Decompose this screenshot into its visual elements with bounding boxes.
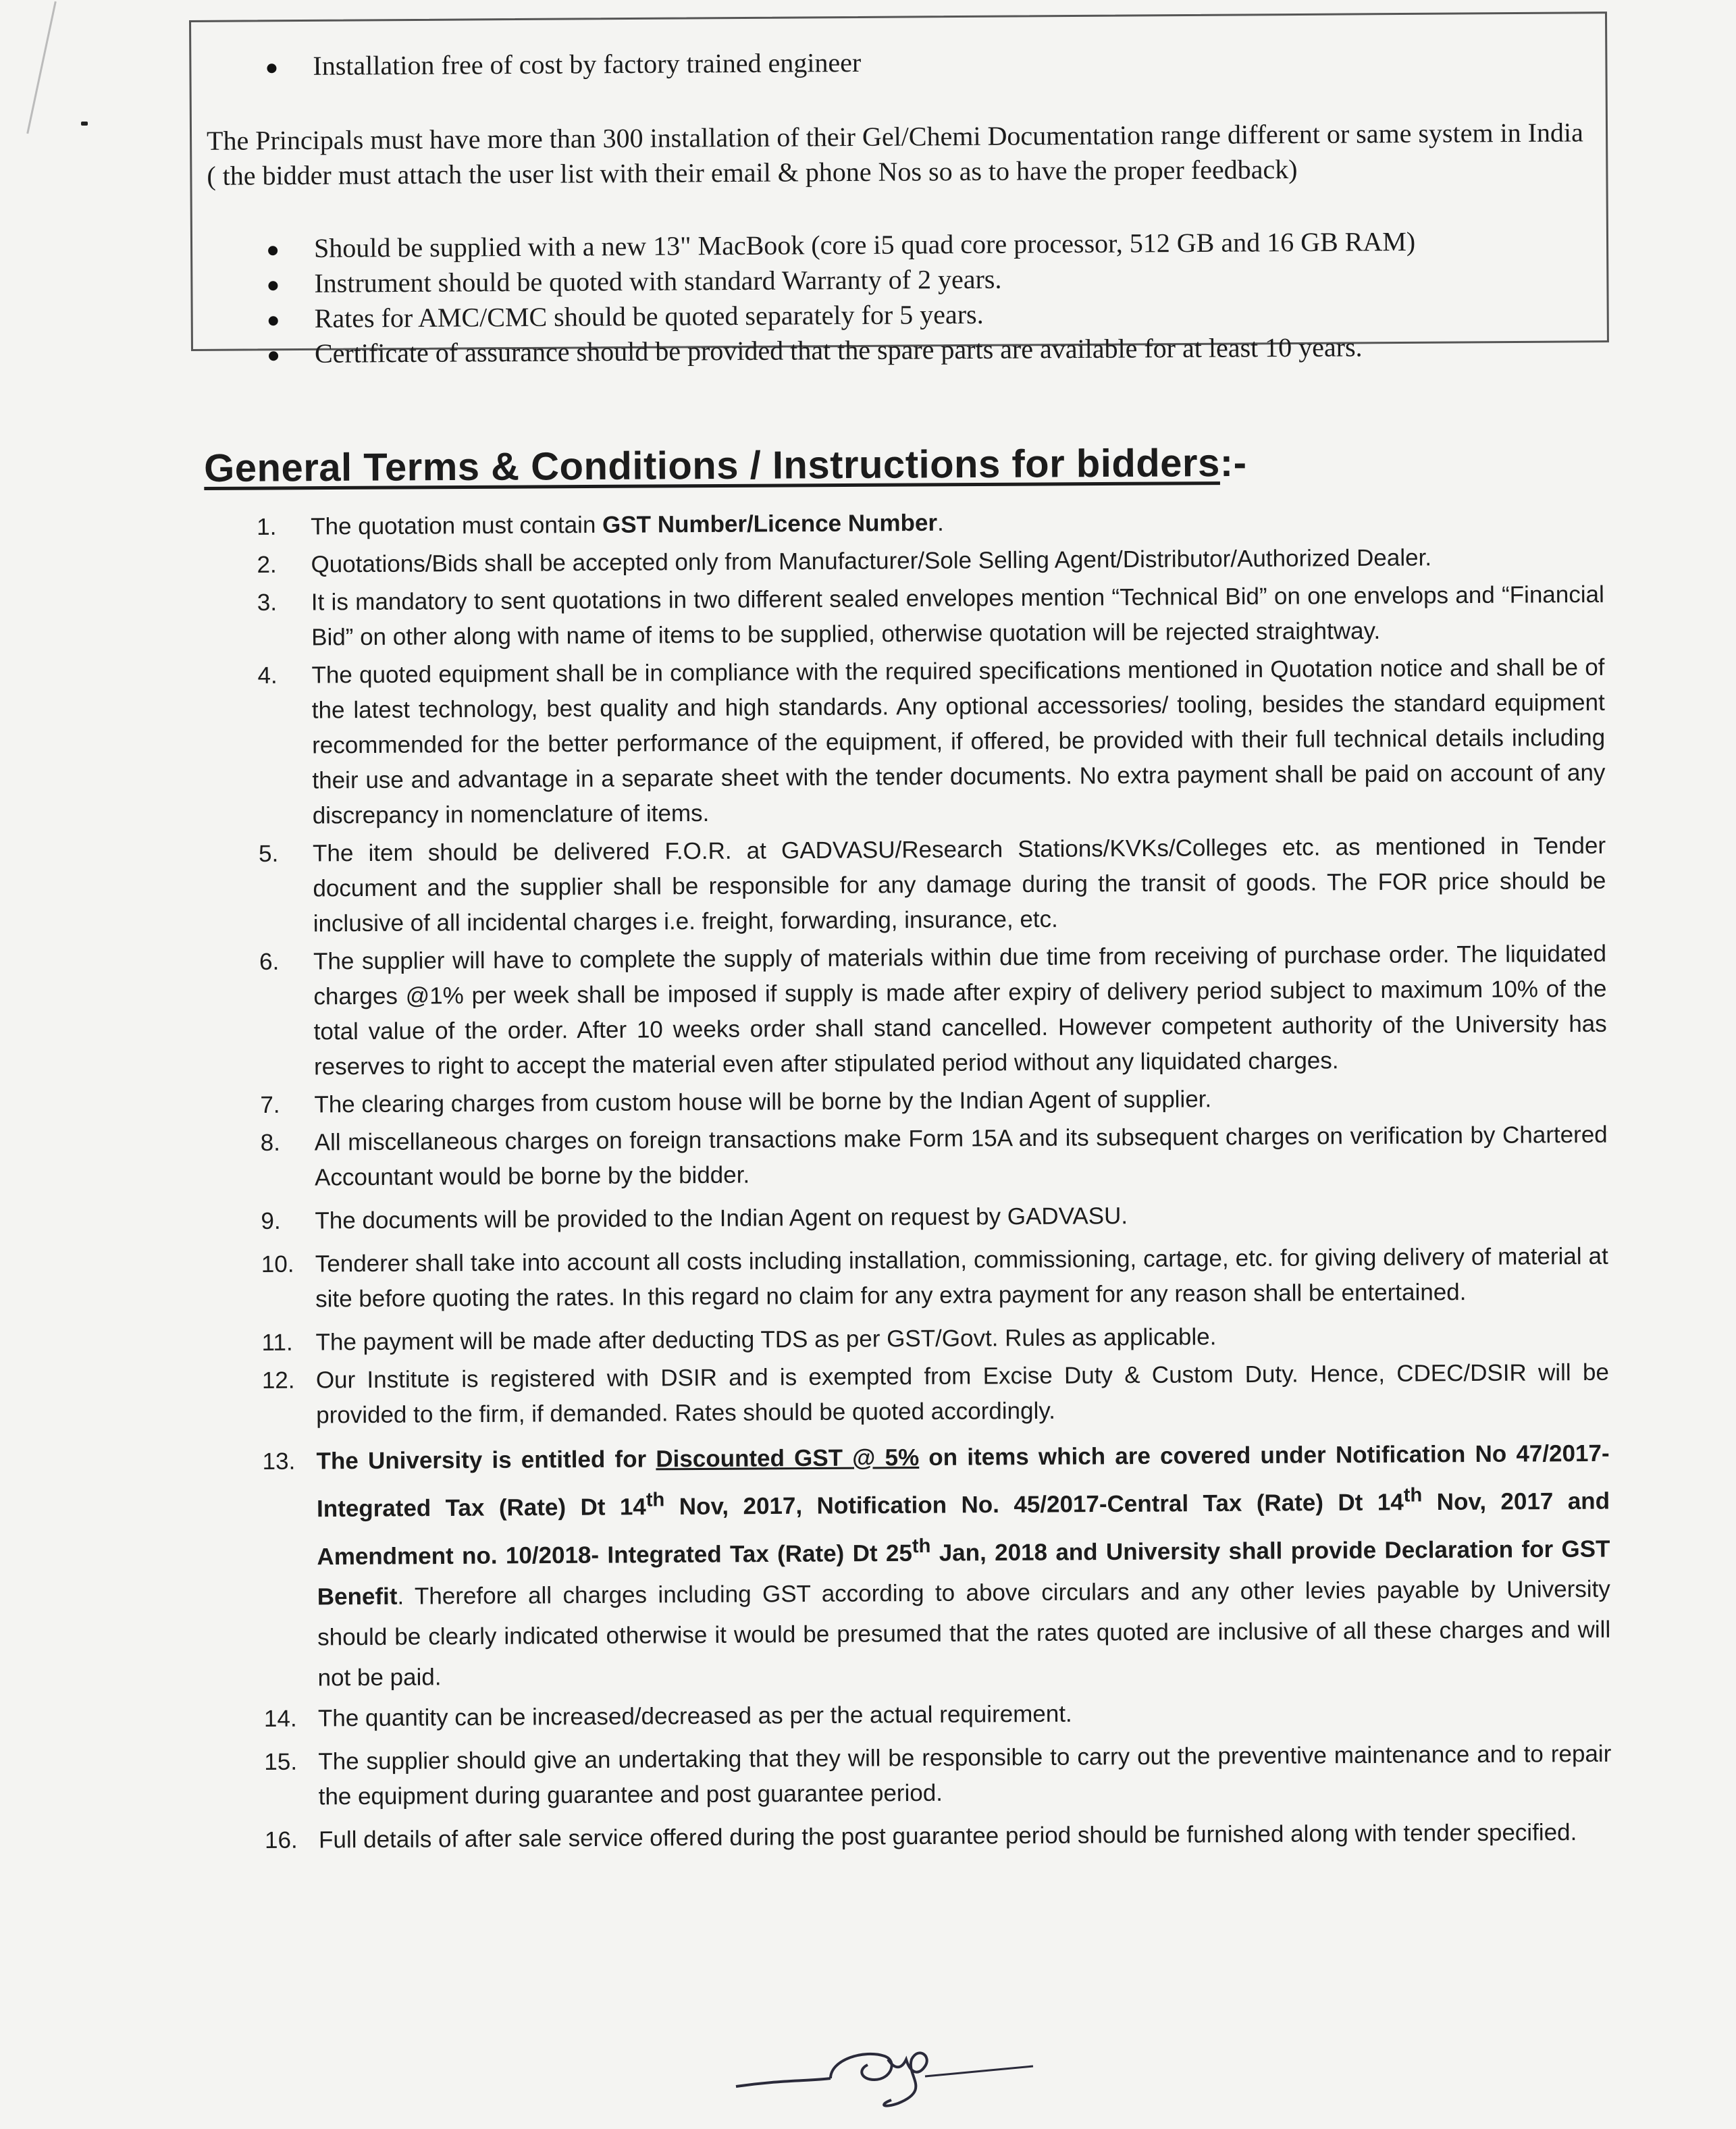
term-number: 15. — [264, 1748, 298, 1776]
term-item-2 — [257, 540, 1604, 583]
term-text: The supplier will have to complete the supply of materials within due time from receiving of purchase order. The liquidated charges @1% per week shall be imposed if supply is made after expiry of delivery period subject to maximum 10% of the total value of the order. After 10 weeks order shall stand cancelled. However competent authority of the University has reserves to right to accept the material even after stipulated period without any liquidated charges. — [313, 940, 1607, 1080]
term-number: 13. — [262, 1448, 296, 1475]
ordinal-suffix: th — [912, 1535, 931, 1557]
ordinal-suffix: th — [1403, 1484, 1423, 1506]
gst-clause-bold-e: Jan, 2018 and University shall provide Declaration for GST Benefit — [317, 1535, 1610, 1610]
term-number: 14. — [263, 1705, 297, 1733]
term-text: The item should be delivered F.O.R. at GADVASU/Research Stations/KVKs/Colleges etc. as mentioned in Tender document and the supplier shall be responsible for any damage during the transit of goods. The FOR price should be inclusive of all incidental charges i.e. freight, forwarding, insurance, etc. — [312, 832, 1606, 937]
term-text: The documents will be provided to the Indian Agent on request by GADVASU. — [315, 1203, 1128, 1234]
term-item-13 — [262, 1434, 1610, 1699]
term-number: 10. — [261, 1251, 294, 1278]
term-number: 1. — [257, 513, 277, 540]
gst-clause-bold-c: Nov, 2017, Notification No. 45/2017-Central Tax (Rate) Dt 14 — [664, 1489, 1404, 1520]
spec-bullet-amc: Rates for AMC/CMC should be quoted separately for 5 years. — [193, 293, 1607, 337]
gst-clause-bold-d: Nov, 2017 and Amendment no. 10/2018- Integrated Tax (Rate) Dt 25 — [317, 1488, 1610, 1570]
term-text: Quotations/Bids shall be accepted only from Manufacturer/Sole Selling Agent/Distributor/Authorized Dealer. — [311, 544, 1432, 578]
term-item-16 — [265, 1815, 1612, 1858]
term-text: The quotation must contain — [311, 511, 603, 540]
scan-margin-mark — [81, 122, 88, 126]
term-item-14 — [264, 1693, 1611, 1737]
gst-clause-text: . Therefore all charges including GST according to above circulars and any other levies payable by University should be clearly indicated otherwise it would be presumed that the rates quoted are inclusive of all these charges and will not be paid. — [317, 1576, 1611, 1691]
term-item-15 — [264, 1737, 1612, 1815]
spec-bullet-installation: Installation free of cost by factory trained engineer — [191, 41, 1605, 84]
term-text: The quoted equipment shall be in compliance with the required specifications mentioned in Quotation notice and shall be of the latest technology, best quality and high standards. Any optional accessories/ tooling, besides the standard equipment recommended for the better performance of the equipment, if offered, be provided with their full technical details including their use and advantage in a separate sheet with the tender documents. No extra payment shall be paid on account of any discrepancy in nomenclature of items. — [311, 654, 1606, 829]
spec-top-bullet-list — [191, 41, 1605, 84]
term-text: The supplier should give an undertaking that they will be responsible to carry out the preventive maintenance and to repair the equipment during guarantee and post guarantee period. — [318, 1741, 1612, 1810]
term-number: 2. — [257, 551, 277, 578]
term-number: 11. — [261, 1329, 293, 1356]
term-text-end: . — [937, 509, 944, 536]
term-item-4 — [257, 650, 1606, 834]
term-text: It is mandatory to sent quotations in two different sealed envelopes mention “Technical Bid” on one envelops and “Financial Bid” on other along with name of items to be supplied, otherwise quotation will be rejected straightway. — [311, 581, 1604, 651]
term-item-12 — [262, 1355, 1610, 1434]
ordinal-suffix: th — [646, 1489, 665, 1511]
term-text: The payment will be made after deducting TDS as per GST/Govt. Rules as applicable. — [315, 1323, 1217, 1356]
term-text: The clearing charges from custom house will be borne by the Indian Agent of supplier. — [314, 1086, 1212, 1118]
heading-underlined-text: General Terms & Conditions / Instructions for bidders — [204, 441, 1220, 490]
term-number: 3. — [257, 589, 278, 616]
terms-list — [257, 502, 1612, 1861]
term-number: 16. — [264, 1826, 298, 1854]
term-text: Full details of after sale service offered during the post guarantee period should be furnished along with tender specified. — [318, 1819, 1577, 1854]
spec-bullet-warranty: Instrument should be quoted with standard Warranty of 2 years. — [192, 258, 1606, 302]
spec-bullet-macbook: Should be supplied with a new 13" MacBook (core i5 quad core processor, 512 GB and 16 GB RAM) — [192, 223, 1606, 267]
term-item-1 — [257, 502, 1604, 545]
scan-edge-line — [26, 1, 57, 134]
spec-bullet-spare-parts: Certificate of assurance should be provided that the spare parts are available for at least 10 years. — [193, 328, 1607, 372]
term-item-11 — [261, 1317, 1608, 1361]
term-number: 5. — [258, 840, 279, 867]
term-text: The quantity can be increased/decreased as per the actual requirement. — [317, 1700, 1072, 1732]
term-item-10 — [261, 1239, 1609, 1317]
term-text: All miscellaneous charges on foreign transactions make Form 15A and its subsequent charges on verification by Chartered Accountant would be borne by the bidder. — [314, 1121, 1608, 1191]
term-number: 7. — [260, 1091, 280, 1118]
discounted-gst-highlight: Discounted GST @ 5% — [656, 1444, 920, 1473]
spec-bullet-list — [192, 223, 1607, 372]
term-item-9 — [261, 1196, 1608, 1239]
term-number: 8. — [260, 1129, 281, 1156]
term-number: 4. — [257, 662, 278, 689]
term-item-5 — [259, 829, 1606, 942]
handwritten-signature — [729, 2039, 1040, 2113]
term-item-7 — [260, 1080, 1607, 1123]
heading-suffix: :- — [1219, 440, 1247, 485]
term-number: 6. — [259, 948, 280, 975]
term-number: 9. — [261, 1207, 281, 1234]
term-number: 12. — [261, 1367, 295, 1394]
term-item-8 — [261, 1118, 1608, 1196]
principals-requirement: The Principals must have more than 300 installation of their Gel/Chemi Documentation range different or same system in India ( the bidder must attach the user list with their email & phone Nos so as to have the proper feedback) — [206, 117, 1583, 191]
term-bold-text: GST Number/Licence Number — [602, 509, 938, 538]
specification-box — [189, 11, 1609, 369]
section-heading — [204, 440, 1247, 491]
gst-clause-bold-b: on items which are covered under Notification No 47/2017- Integrated Tax (Rate) Dt 14 — [316, 1440, 1610, 1523]
term-item-3 — [257, 577, 1605, 656]
term-item-6 — [259, 937, 1607, 1085]
term-text: Tenderer shall take into account all costs including installation, commissioning, cartage, etc. for giving delivery of material at site before quoting the rates. In this regard no claim for any extra payment for any reason shall be entertained. — [315, 1242, 1608, 1313]
term-text: Our Institute is registered with DSIR and is exempted from Excise Duty & Custom Duty. Hence, CDEC/DSIR will be provided to the firm, if demanded. Rates should be quoted accordingly. — [315, 1359, 1609, 1429]
gst-clause-bold: The University is entitled for — [316, 1446, 656, 1475]
